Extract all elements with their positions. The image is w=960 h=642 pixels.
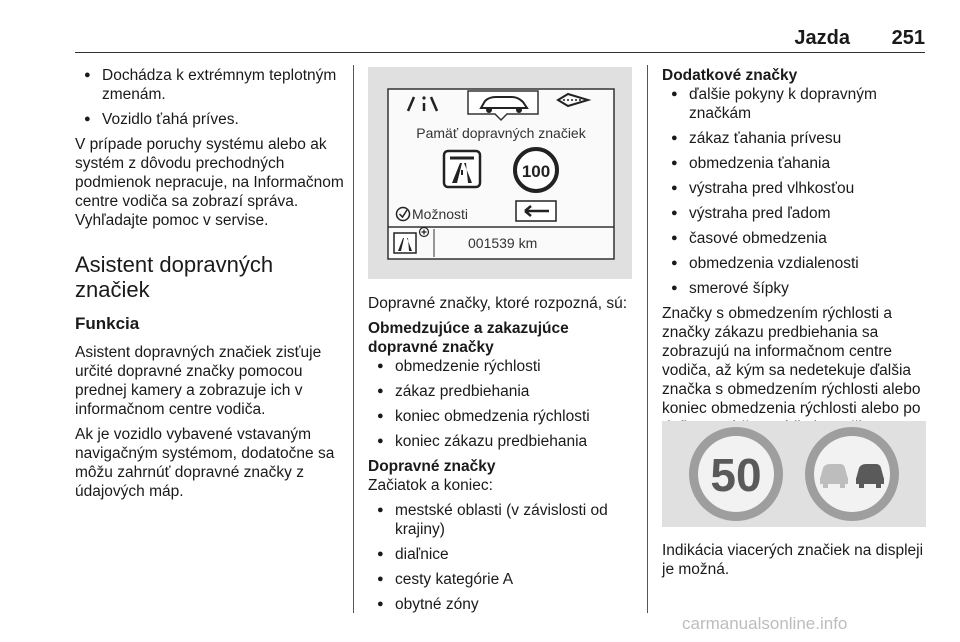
driver-info-display <box>368 67 632 279</box>
watermark: carmanualsonline.info <box>682 614 848 633</box>
list-item: ● výstraha pred vlhkosťou <box>662 179 928 198</box>
list-item: ● koniec obmedzenia rýchlosti <box>368 407 640 426</box>
section-heading: Asistent dopravných značiek <box>75 252 274 302</box>
list-item: ● obmedzenia ťahania <box>662 154 928 173</box>
list-item: ● obmedzenia vzdialenosti <box>662 254 928 273</box>
display-title: Pamäť dopravných značiek <box>416 125 586 141</box>
list-item: ● smerové šípky <box>662 279 928 298</box>
signs-figure <box>662 421 926 527</box>
list-item: ● diaľnice <box>368 545 640 564</box>
section-title: Jazda <box>794 27 850 49</box>
motorway-sign-icon <box>444 151 480 187</box>
list-item: ● obytné zóny <box>368 595 640 614</box>
section-subtitle: Dodatkové značky <box>662 67 798 84</box>
no-overtaking-sign-icon <box>805 427 899 521</box>
list-item: ● mestské oblasti (v závislosti od krajiny) <box>368 501 640 539</box>
list-item: ● časové obmedzenia <box>662 229 928 248</box>
column-2 <box>368 294 640 620</box>
list-item: ● koniec zákazu predbiehania <box>368 432 640 451</box>
list-item: ● výstraha pred ľadom <box>662 204 928 223</box>
list-item: ● Dochádza k extrémnym teplotným zmenám. <box>75 66 345 104</box>
small-motorway-icon <box>394 233 416 253</box>
paragraph: V prípade poruchy systému alebo ak systém z dôvodu prechodných podmienok nepracuje, na Informačnom centre vodiča sa zobrazí správa. Vyhľadajte pomoc v servise. <box>75 136 344 229</box>
options-label: Možnosti <box>412 206 469 222</box>
list-item: ● obmedzenie rýchlosti <box>368 357 640 376</box>
display-figure <box>368 67 632 279</box>
paragraph: Asistent dopravných značiek zisťuje určité dopravné značky pomocou prednej kamery a zobrazuje ich v informačnom centre vodiča. <box>75 344 322 418</box>
speed-limit-sign-icon <box>515 149 557 191</box>
list-item: ● Vozidlo ťahá príves. <box>75 110 345 129</box>
paragraph: Začiatok a koniec: <box>368 477 493 494</box>
back-arrow-icon <box>516 201 556 221</box>
page-number: 251 <box>891 27 925 49</box>
section-subtitle: Dopravné značky <box>368 458 496 475</box>
page-header <box>75 22 925 53</box>
odometer-value: 001539 km <box>468 235 538 251</box>
traffic-signs-image <box>662 421 926 527</box>
section-subtitle: Obmedzujúce a zakazujúce dopravné značky <box>368 320 569 356</box>
column-3-bottom <box>662 541 928 585</box>
paragraph: Indikácia viacerých značiek na displeji je možná. <box>662 542 924 578</box>
speed-value: 100 <box>521 162 551 181</box>
subheading: Funkcia <box>75 314 140 333</box>
list-item: ● zákaz ťahania prívesu <box>662 129 928 148</box>
paragraph: Ak je vozidlo vybavené vstavaným navigačným systémom, dodatočne sa môžu zahrnúť dopravné značky z údajových máp. <box>75 426 335 500</box>
speed-limit-50-icon <box>689 427 783 521</box>
list-item: ● cesty kategórie A <box>368 570 640 589</box>
list-item: ● zákaz predbiehania <box>368 382 640 401</box>
column-divider <box>647 65 648 613</box>
column-1 <box>75 66 345 507</box>
paragraph: Značky s obmedzením rýchlosti a značky zákazu predbiehania sa zobrazujú na informačnom centre vodiča, až kým sa nedetekuje ďalšia značka s obmedzením rýchlosti alebo koniec obmedzenia rýchlosti alebo po <box>662 305 921 417</box>
column-3 <box>662 66 928 443</box>
column-divider <box>353 65 354 613</box>
paragraph: Dopravné značky, ktoré rozpozná, sú: <box>368 295 628 312</box>
list-item: ● ďalšie pokyny k dopravným značkám <box>662 85 928 123</box>
sign-number: 50 <box>710 449 762 501</box>
